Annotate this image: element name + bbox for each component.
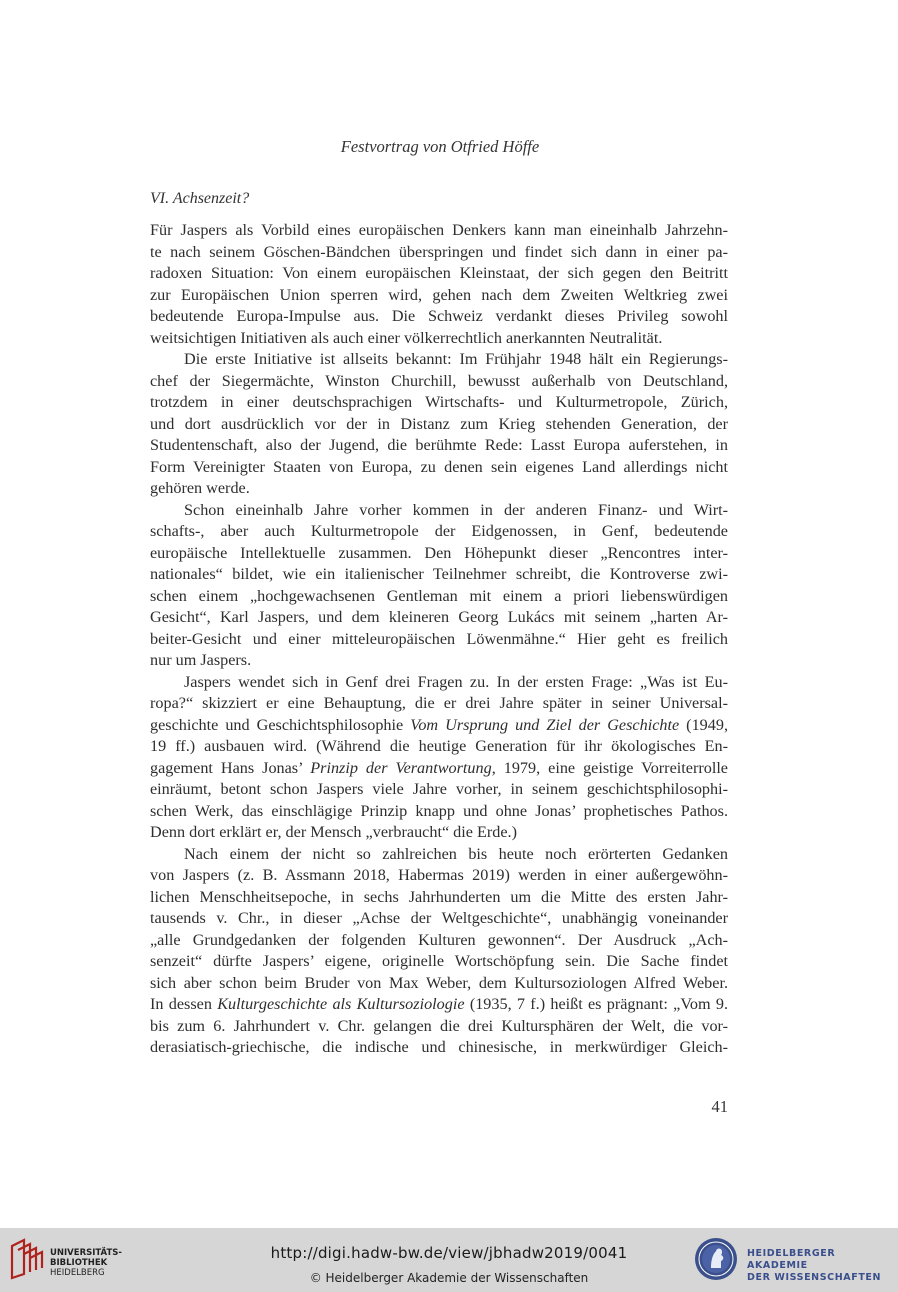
text-line: nur um Jaspers. bbox=[150, 651, 252, 669]
text-line: In dessen Kulturgeschichte als Kultursoziologie (1935, 7 f.) heißt es prägnant: „Vom 9. bbox=[150, 995, 728, 1013]
text-line: weitsichtigen Initiativen als auch einer völkerrechtlich anerkannten Neutralität. bbox=[150, 328, 663, 347]
academy-logo[interactable] bbox=[693, 1236, 893, 1286]
text-line: von Jaspers (z. B. Assmann 2018, Habermas 2019) werden in einer außergewöhn- bbox=[150, 866, 728, 884]
text-line: schen Werk, das einschlägige Prinzip knapp und ohne Jonas’ prophetisches Pathos. bbox=[150, 801, 728, 820]
text-line: Denn dort erklärt er, der Mensch „verbraucht“ die Erde.) bbox=[150, 823, 517, 841]
text-line: „alle Grundgedanken der folgenden Kulturen gewonnen“. Der Ausdruck „Ach- bbox=[150, 930, 728, 949]
text-line: schen einem „hochgewachsenen Gentleman mit einem a priori liebenswürdigen bbox=[150, 586, 728, 605]
text-line: geschichte und Geschichtsphilosophie Vom Ursprung und Ziel der Geschichte (1949, bbox=[150, 715, 728, 734]
text-line: Gesicht“, Karl Jaspers, und dem kleineren Georg Lukács mit seinem „harten Ar- bbox=[150, 608, 728, 626]
library-name-line2: BIBLIOTHEK bbox=[50, 1258, 108, 1268]
text-line: bedeutende Europa-Impulse aus. Die Schweiz verdankt dieses Privileg sowohl bbox=[150, 307, 728, 325]
text-line: gagement Hans Jonas’ Prinzip der Verantwortung, 1979, eine geistige Vorreiterrolle bbox=[150, 758, 728, 777]
text-line: senzeit“ dürfte Jaspers’ eigene, originelle Wortschöpfung sein. Die Sache findet bbox=[150, 952, 728, 970]
book-title: Kulturgeschichte als Kultursoziologie bbox=[217, 995, 465, 1013]
copyright-notice: © Heidelberger Akademie der Wissenschaften bbox=[309, 1271, 589, 1285]
text-line: nationales“ bildet, wie ein italienischer Teilnehmer schreibt, die Kontroverse zwi- bbox=[150, 565, 728, 583]
text-line: einräumt, betont schon Jaspers viele Jahre vorher, in seinem geschichtsphilosophi- bbox=[150, 780, 728, 798]
text-line: tausends v. Chr., in dieser „Achse der Weltgeschichte“, unabhängig voneinander bbox=[150, 909, 728, 927]
text-line: Die erste Initiative ist allseits bekannt: Im Frühjahr 1948 hält ein Regierungs- bbox=[184, 350, 728, 368]
text-line: europäische Intellektuelle zusammen. Den Höhepunkt dieser „Rencontres inter- bbox=[150, 543, 728, 562]
text-line: radoxen Situation: Von einem europäischen Kleinstaat, der sich gegen den Beitritt bbox=[150, 264, 728, 282]
permalink-link[interactable]: http://digi.hadw-bw.de/view/jbhadw2019/0041 bbox=[270, 1244, 628, 1262]
text-line: zur Europäischen Union sperren wird, gehen nach dem Zweiten Weltkrieg zwei bbox=[150, 285, 728, 304]
text-line: Form Vereinigter Staaten von Europa, zu denen sein eigenes Land allerdings nicht bbox=[150, 457, 728, 476]
text-line: beiter-Gesicht und einer mitteleuropäischen Löwenmähne.“ Hier geht es freilich bbox=[150, 629, 728, 648]
text-line: schafts-, aber auch Kulturmetropole der Eidgenossen, in Genf, bedeutende bbox=[150, 522, 728, 540]
page-number: 41 bbox=[711, 1097, 728, 1116]
library-name-line3: HEIDELBERG bbox=[50, 1268, 105, 1278]
running-head: Festvortrag von Otfried Höffe bbox=[340, 137, 540, 156]
book-title: Prinzip der Verantwortung bbox=[310, 758, 492, 777]
academy-name-line1: HEIDELBERGER AKADEMIE bbox=[747, 1248, 836, 1271]
body-text bbox=[150, 220, 728, 1059]
text-line: bis zum 6. Jahrhundert v. Chr. gelangen die drei Kultursphären der Welt, die vor- bbox=[150, 1016, 728, 1035]
text-line: ropa?“ skizziert er eine Behauptung, die er drei Jahre später in seiner Universal- bbox=[150, 694, 728, 712]
text-line: trotzdem in einer deutschsprachigen Wirtschafts- und Kulturmetropole, Zürich, bbox=[150, 393, 728, 411]
text-line: lichen Menschheitsepoche, in sechs Jahrhunderten um die Mitte des ersten Jahr- bbox=[150, 887, 728, 906]
book-title: Vom Ursprung und Ziel der Geschichte bbox=[410, 715, 680, 734]
text-line: te nach seinem Göschen-Bändchen überspringen und findet sich dann in einer pa- bbox=[150, 242, 728, 261]
section-heading: VI. Achsenzeit? bbox=[150, 190, 250, 207]
text-line: derasiatisch-griechische, die indische und chinesische, in merkwürdiger Gleich- bbox=[150, 1038, 728, 1056]
text-line: Jaspers wendet sich in Genf drei Fragen zu. In der ersten Frage: „Was ist Eu- bbox=[184, 672, 728, 691]
text-line: Schon eineinhalb Jahre vorher kommen in der anderen Finanz- und Wirt- bbox=[184, 500, 728, 519]
academy-name-line2: DER WISSENSCHAFTEN bbox=[747, 1272, 882, 1283]
text-line: 19 ff.) ausbauen wird. (Während die heutige Generation für ihr ökologisches En- bbox=[150, 737, 728, 755]
library-name-line1: UNIVERSITÄTS- bbox=[50, 1248, 122, 1258]
academy-seal-icon bbox=[693, 1236, 739, 1282]
text-line: Studentenschaft, also der Jugend, die berühmte Rede: Lasst Europa auferstehen, in bbox=[150, 436, 728, 454]
text-line: und dort ausdrücklich vor der in Distanz zum Krieg stehenden Generation, der bbox=[150, 414, 728, 433]
text-line: Nach einem der nicht so zahlreichen bis heute noch erörterten Gedanken bbox=[184, 844, 728, 863]
text-line: chef der Siegermächte, Winston Churchill, bewusst außerhalb von Deutschland, bbox=[150, 371, 728, 390]
text-line: gehören werde. bbox=[150, 479, 250, 497]
footer-bar bbox=[0, 1228, 898, 1292]
text-line: sich aber schon beim Bruder von Max Weber, dem Kultursoziologen Alfred Weber. bbox=[150, 973, 728, 992]
text-line: Für Jaspers als Vorbild eines europäischen Denkers kann man eineinhalb Jahrzehn- bbox=[150, 221, 728, 239]
